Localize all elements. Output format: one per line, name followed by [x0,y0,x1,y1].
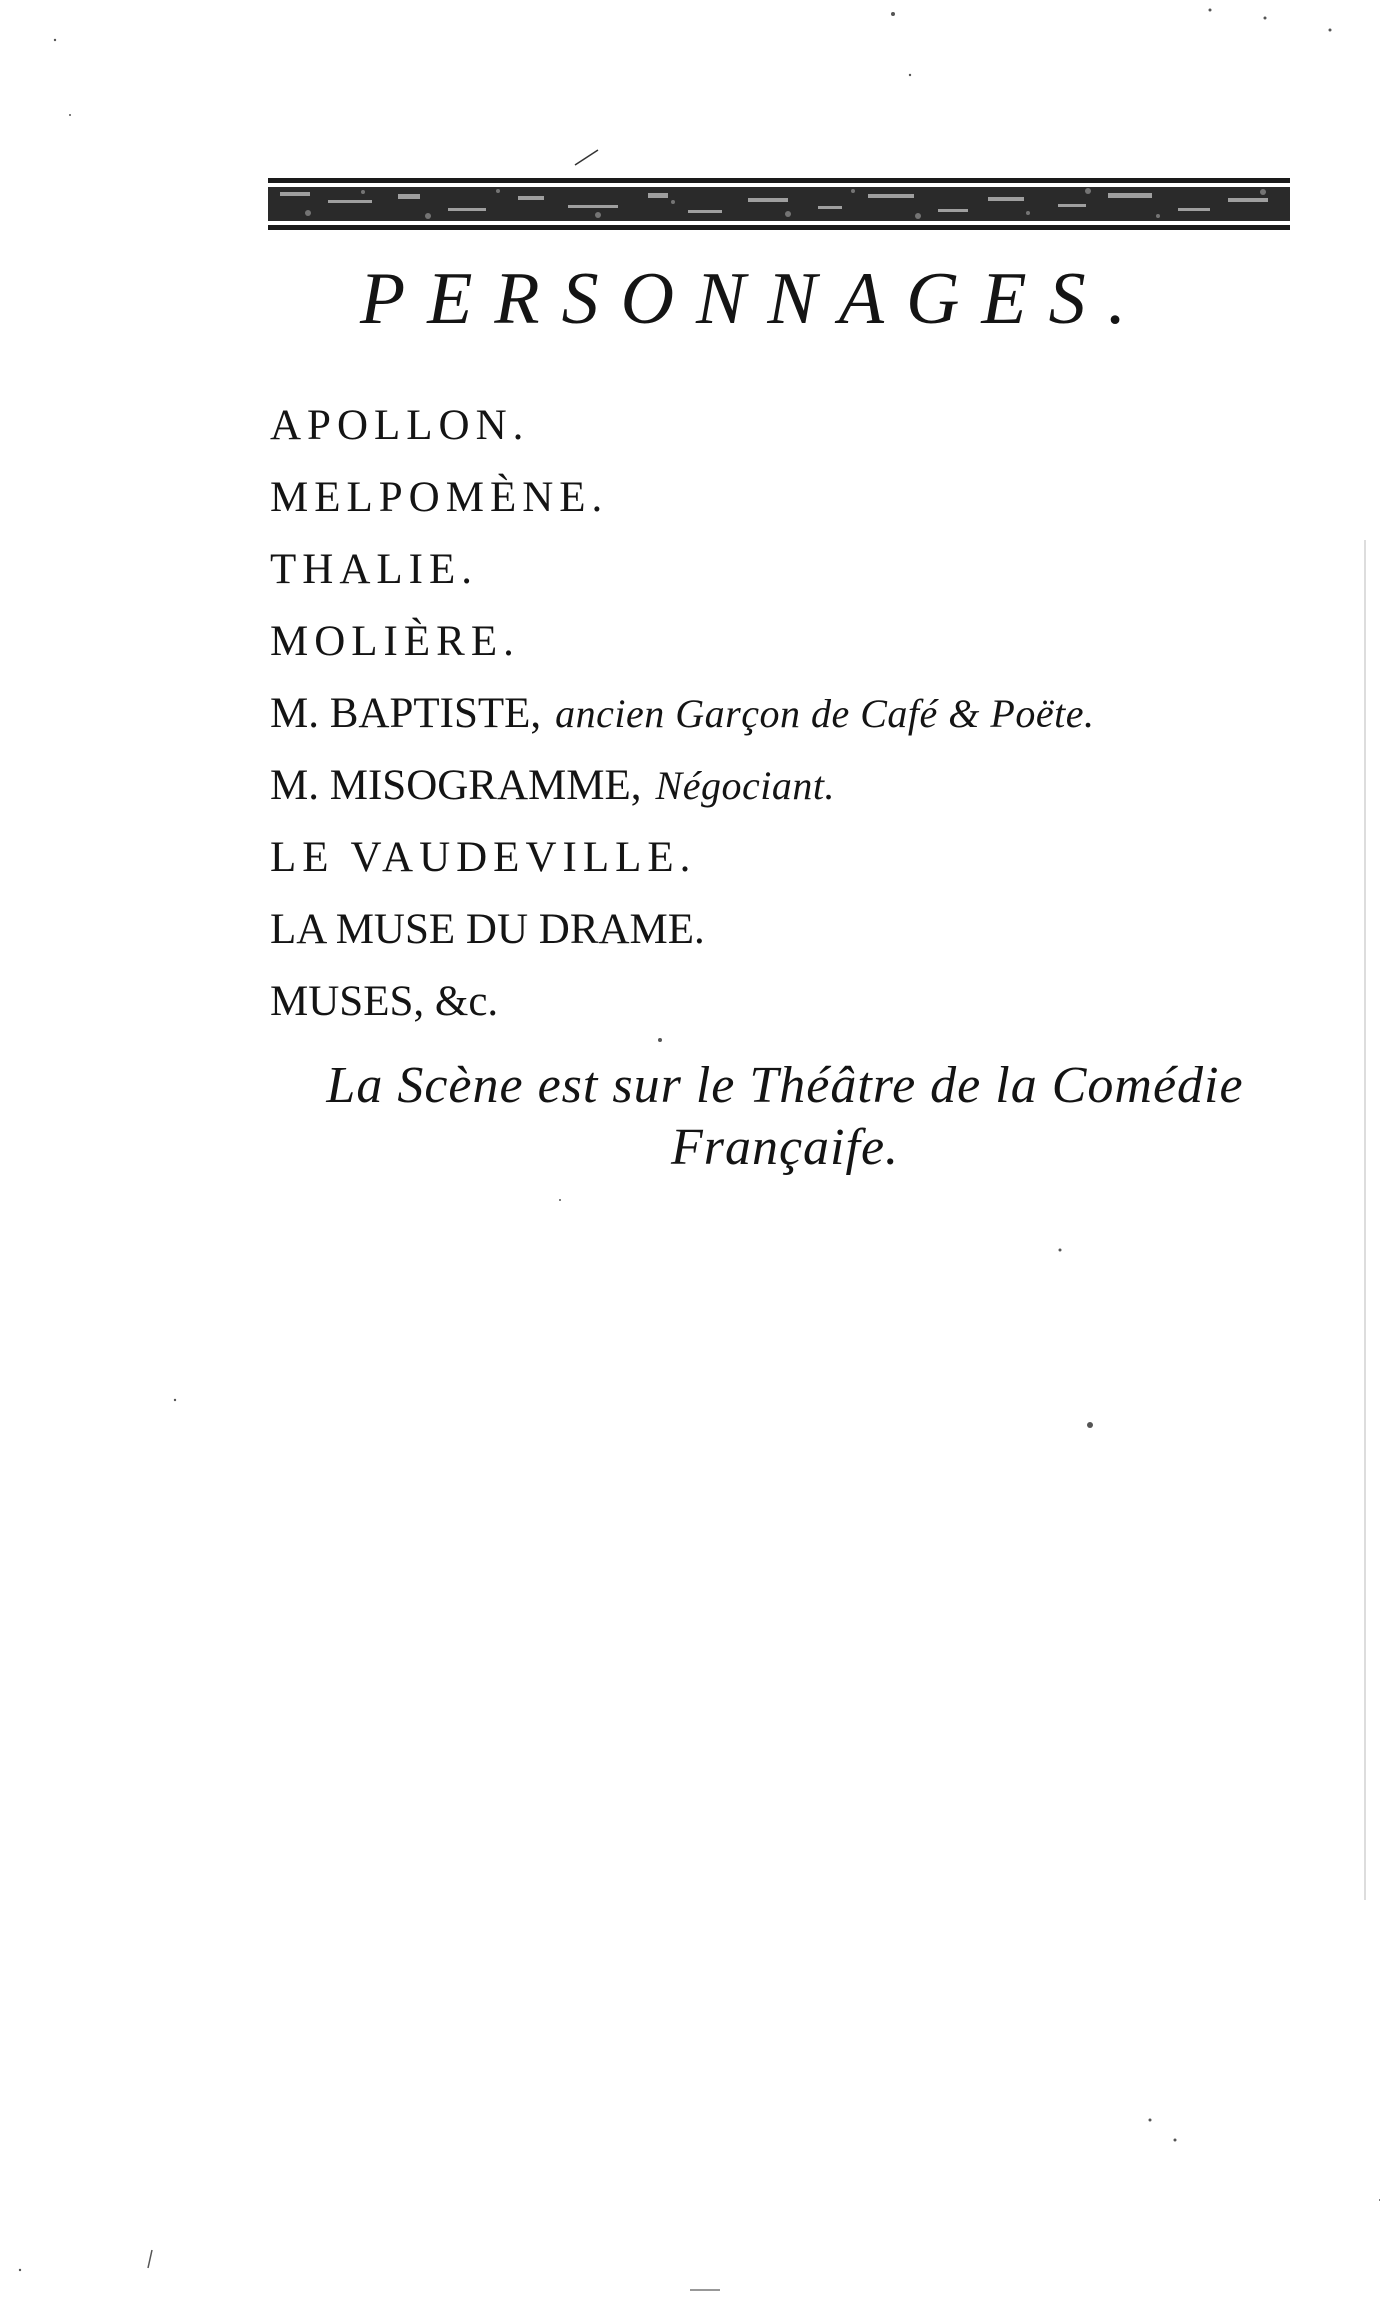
cast-item-apollon [270,390,1094,462]
cast-name: M. BAPTISTE [270,690,531,737]
scene-note-line-2: Françaife. [670,1119,900,1176]
cast-name: M. MISOGRAMME [270,762,631,809]
cast-item-muses [270,966,1094,1038]
cast-name: THALIE. [270,546,478,593]
ornament-band [268,178,1290,232]
cast-item-thalie [270,534,1094,606]
cast-item-baptiste [270,678,1094,750]
cast-name: MOLIÈRE. [270,618,520,665]
comma: , [530,690,542,737]
cast-name: LA MUSE DU DRAME. [270,906,705,953]
cast-item-melpomene [270,462,1094,534]
cast-item-vaudeville [270,822,1094,894]
cast-description: ancien Garçon de Café & Poëte. [555,691,1095,736]
cast-item-misogramme [270,750,1094,822]
page-title: PERSONNAGES. [360,258,1149,340]
cast-item-muse-du-drame [270,894,1094,966]
scene-note [320,1055,1250,1179]
cast-description: Négociant. [655,763,835,808]
cast-name: APOLLON. [270,402,530,449]
comma: , [630,762,642,809]
scene-note-line-1: La Scène est sur le Théâtre de la Comédie [326,1057,1244,1114]
cast-name: MELPOMÈNE. [270,474,609,521]
cast-list [270,390,1094,1038]
cast-name: MUSES, &c. [270,978,499,1025]
cast-item-moliere [270,606,1094,678]
cast-name: LE VAUDEVILLE. [270,834,697,881]
